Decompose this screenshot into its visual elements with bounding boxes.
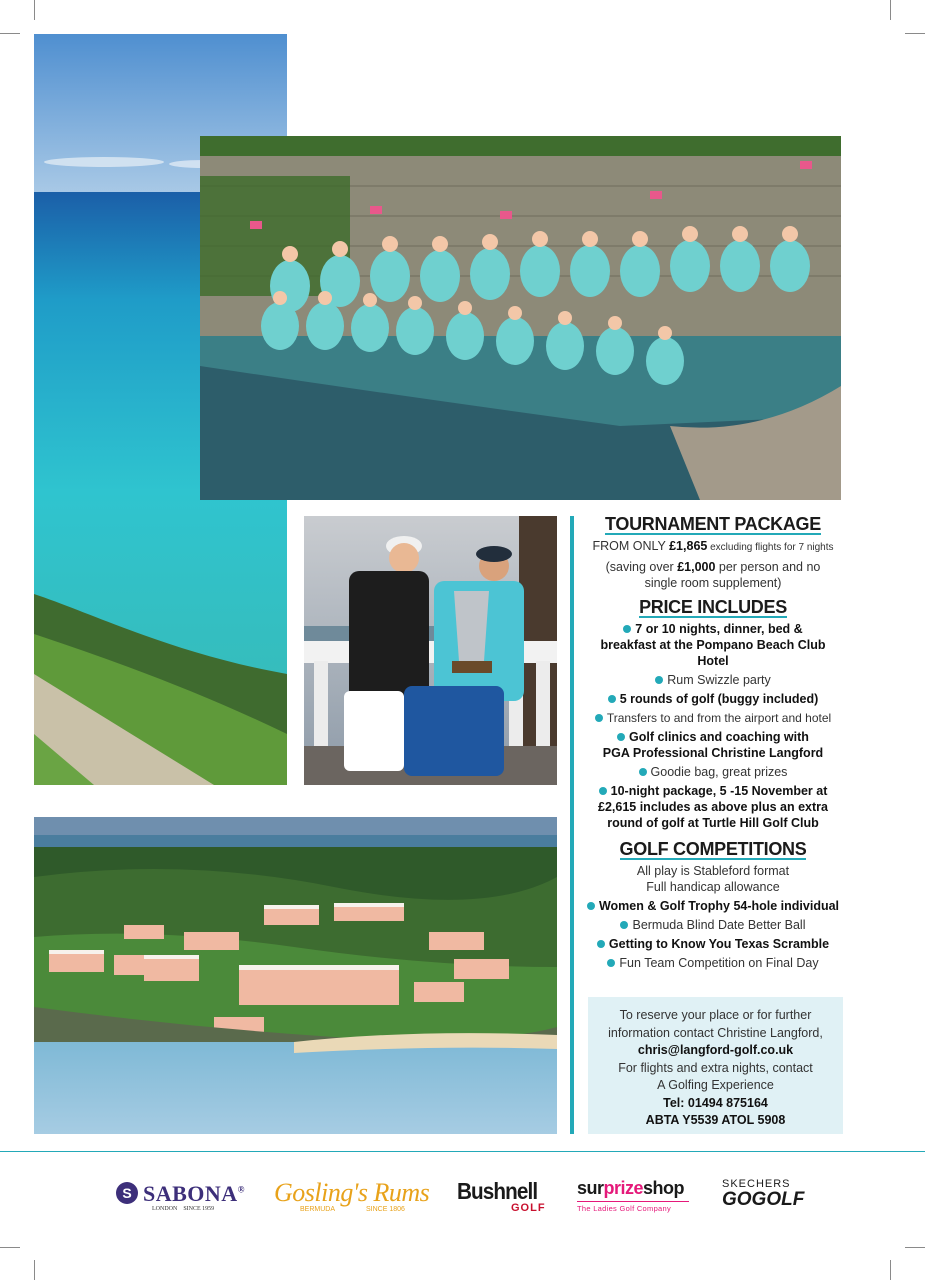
- skechers-gogolf: GOGOLF: [722, 1189, 805, 1210]
- contact-abta: ABTA Y5539 ATOL 5908: [645, 1113, 786, 1127]
- saving-suffix: per person and no single room supplement): [644, 560, 821, 590]
- tournament-heading: TOURNAMENT PACKAGE: [605, 514, 821, 534]
- list-item: [584, 710, 842, 726]
- bushnell-logo: [457, 1178, 557, 1218]
- bullet-icon: [597, 940, 605, 948]
- list-item: [584, 898, 842, 914]
- bullet-icon: [623, 625, 631, 633]
- list-item-text: Getting to Know You Texas Scramble: [608, 937, 830, 951]
- crop-mark: [34, 1260, 35, 1280]
- goslings-logo: [274, 1178, 439, 1218]
- list-item-text: Golf clinics and coaching with PGA Professional Christine Langford: [602, 730, 824, 760]
- contact-email[interactable]: chris@langford-golf.co.uk: [637, 1043, 794, 1057]
- footer-rule: [0, 1151, 925, 1152]
- bullet-icon: [587, 902, 595, 910]
- crop-mark: [905, 1247, 925, 1248]
- price-line: [584, 538, 842, 556]
- accent-divider: [570, 516, 574, 1134]
- list-item-text: Bermuda Blind Date Better Ball: [632, 918, 806, 932]
- from-prefix: FROM ONLY: [592, 539, 670, 553]
- resort-aerial-photo: [34, 817, 557, 1134]
- goslings-bermuda: BERMUDA: [300, 1206, 336, 1213]
- list-item-text: 5 rounds of golf (buggy included): [619, 692, 819, 706]
- saving-amount: £1,000: [677, 560, 716, 574]
- sabona-emblem-icon: S: [116, 1182, 138, 1204]
- surprizeshop-logo: [577, 1178, 697, 1218]
- goslings-name: Gosling's Rums: [274, 1178, 430, 1207]
- list-item: [584, 691, 842, 707]
- bullet-icon: [620, 921, 628, 929]
- sabona-name: SABONA: [143, 1181, 238, 1206]
- competitions-list: [584, 898, 842, 971]
- saving-prefix: (saving over: [605, 560, 678, 574]
- bullet-icon: [595, 714, 603, 722]
- includes-heading: PRICE INCLUDES: [639, 597, 787, 617]
- price-note: excluding flights for 7 nights: [707, 542, 834, 553]
- list-item: [584, 955, 842, 971]
- sabona-logo: [116, 1178, 256, 1218]
- list-item-text: Rum Swizzle party: [667, 673, 771, 687]
- crop-mark: [890, 1260, 891, 1280]
- surprize-rule: [577, 1201, 689, 1202]
- comp-handicap-line: Full handicap allowance: [646, 880, 780, 894]
- list-item: [584, 917, 842, 933]
- contact-box: [588, 997, 843, 1134]
- list-item: [584, 936, 842, 952]
- price-value: £1,865: [669, 539, 708, 553]
- bullet-icon: [599, 787, 607, 795]
- list-item: [584, 783, 842, 831]
- list-item: [584, 621, 842, 669]
- list-item-text: Goodie bag, great prizes: [650, 765, 788, 779]
- info-panel: [584, 512, 842, 971]
- list-item: [584, 729, 842, 761]
- bullet-icon: [639, 768, 647, 776]
- contact-phone: Tel: 01494 875164: [663, 1095, 768, 1110]
- contact-flights: For flights and extra nights, contact: [618, 1060, 813, 1075]
- list-item-text: Transfers to and from the airport and hotel: [606, 711, 832, 725]
- bushnell-golf: GOLF: [511, 1202, 546, 1214]
- list-item: [584, 764, 842, 780]
- list-item: [584, 672, 842, 688]
- crop-mark: [0, 1247, 20, 1248]
- skechers-name: SKECHERS: [722, 1178, 791, 1190]
- crop-mark: [0, 33, 20, 34]
- sabona-reg: ®: [237, 1184, 245, 1195]
- crop-mark: [905, 33, 925, 34]
- bullet-icon: [617, 733, 625, 741]
- bullet-icon: [607, 959, 615, 967]
- bushnell-name: Bushnell: [457, 1178, 538, 1204]
- contact-intro: To reserve your place or for further information contact Christine Langford,: [608, 1008, 823, 1040]
- surprize-shop: shop: [643, 1178, 685, 1198]
- crop-mark: [34, 0, 35, 20]
- group-pool-photo: [200, 136, 841, 500]
- surprize-prize: prize: [603, 1178, 644, 1198]
- trophy-photo: [304, 516, 557, 785]
- list-item-text: 10-night package, 5 -15 November at £2,615 includes as above plus an extra round of golf at Turtle Hill Golf Club: [598, 784, 828, 830]
- list-item-text: Fun Team Competition on Final Day: [619, 956, 819, 970]
- saving-line: [584, 559, 842, 591]
- list-item-text: Women & Golf Trophy 54-hole individual: [598, 899, 840, 913]
- list-item-text: 7 or 10 nights, dinner, bed & breakfast at the Pompano Beach Club Hotel: [600, 622, 826, 668]
- surprize-sur: sur: [577, 1178, 604, 1198]
- bullet-icon: [608, 695, 616, 703]
- contact-agency: A Golfing Experience: [657, 1078, 774, 1092]
- includes-list: [584, 621, 842, 831]
- goslings-since: SINCE 1806: [366, 1206, 405, 1213]
- competitions-heading: GOLF COMPETITIONS: [619, 839, 807, 859]
- bullet-icon: [655, 676, 663, 684]
- sabona-tagline: LONDON SINCE 1959: [152, 1206, 215, 1212]
- skechers-logo: [722, 1178, 847, 1218]
- comp-format-line: All play is Stableford format: [636, 864, 790, 878]
- surprize-tagline: The Ladies Golf Company: [577, 1204, 672, 1213]
- crop-mark: [890, 0, 891, 20]
